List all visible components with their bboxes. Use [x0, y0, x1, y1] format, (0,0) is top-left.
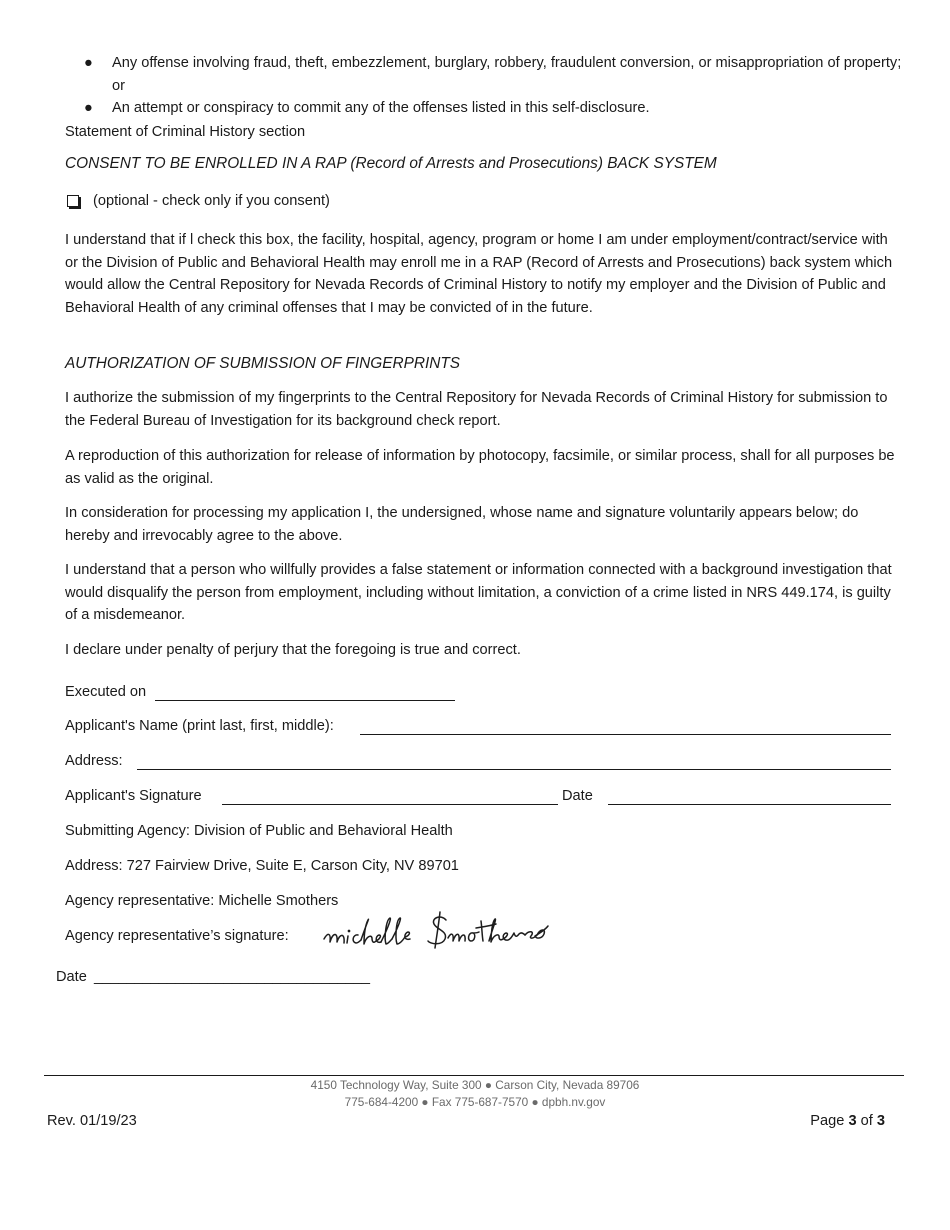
consent-checkbox-row[interactable]: [65, 190, 330, 212]
perjury-declaration: I declare under penalty of perjury that the foregoing is true and correct.: [65, 642, 521, 658]
revision-date: Rev. 01/19/23: [47, 1113, 137, 1129]
bottom-date-field[interactable]: __________________________________: [94, 969, 370, 985]
consideration-paragraph: In consideration for processing my application I, the undersigned, whose name and signature voluntarily appears below; do hereby and irrevocably agree to the above.: [65, 505, 859, 544]
handwritten-signature: [318, 908, 558, 962]
executed-on-field[interactable]: [155, 700, 455, 701]
page-current: 3: [848, 1113, 857, 1129]
consent-checkbox-label: (optional - check only if you consent): [93, 192, 330, 209]
footer-contact-line: 775-684-4200 ● Fax 775-687-7570 ● dpbh.nv.gov: [344, 1095, 606, 1109]
agency-representative-signature-label: Agency representative’s signature:: [65, 928, 289, 944]
applicant-name-label: Applicant's Name (print last, first, middle):: [65, 718, 334, 734]
bullet-item-fraud: [65, 52, 905, 97]
authorization-heading: AUTHORIZATION OF SUBMISSION OF FINGERPRINTS: [65, 355, 461, 372]
applicant-signature-field[interactable]: [222, 804, 558, 805]
section-note: Statement of Criminal History section: [65, 124, 306, 140]
offense-bullet-list: [65, 52, 905, 120]
signature-date-field[interactable]: [608, 804, 891, 805]
page-total: 3: [876, 1113, 885, 1129]
reproduction-paragraph: A reproduction of this authorization for release of information by photocopy, facsimile, or similar process, shall for all purposes be as valid as the original.: [65, 448, 895, 487]
consent-heading: CONSENT TO BE ENROLLED IN A RAP (Record of Arrests and Prosecutions) BACK SYSTEM: [65, 155, 717, 172]
submitting-agency: Submitting Agency: Division of Public and Behavioral Health: [65, 823, 453, 839]
consent-checkbox[interactable]: [67, 195, 79, 207]
bullet-dot-icon: ●: [84, 55, 93, 71]
footer-divider: [44, 1075, 904, 1076]
agency-address: Address: 727 Fairview Drive, Suite E, Carson City, NV 89701: [65, 858, 459, 874]
bullet-text: Any offense involving fraud, theft, embezzlement, burglary, robbery, fraudulent conversion, or misappropriation of property; or: [112, 55, 902, 94]
bullet-dot-icon: ●: [84, 100, 93, 116]
page-of: of: [860, 1113, 873, 1129]
bottom-date-label: Date: [56, 969, 87, 985]
address-field[interactable]: [137, 769, 891, 770]
consent-paragraph: I understand that if l check this box, the facility, hospital, agency, program or home I am under employment/contract/service with or the Division of Public and Behavioral Health may enroll me in a RAP (Record of Arrests and Prosecutions) back system which would allow the Central Repository for Nevada Records of Criminal History to notify my employer and the Division of Public and Behavioral Health of any criminal offenses that I may be convicted of in the future.: [65, 232, 893, 316]
bullet-item-attempt: [65, 97, 905, 120]
agency-representative: Agency representative: Michelle Smothers: [65, 893, 339, 909]
address-label: Address:: [65, 753, 123, 769]
false-statement-paragraph: I understand that a person who willfully provides a false statement or information connected with a background investigation that would disqualify the person from employment, including without limitation, a conviction of a crime listed in NRS 449.174, is guilty of a misdemeanor.: [65, 562, 892, 623]
applicant-signature-label: Applicant's Signature: [65, 788, 202, 804]
fingerprint-authorization-paragraph: I authorize the submission of my fingerprints to the Central Repository for Nevada Records of Criminal History for submission to the Federal Bureau of Investigation for its background check report.: [65, 390, 888, 429]
executed-on-label: Executed on: [65, 684, 147, 700]
page-prefix: Page: [810, 1113, 845, 1129]
signature-date-label: Date: [562, 788, 593, 804]
bullet-text: An attempt or conspiracy to commit any of the offenses listed in this self-disclosure.: [112, 100, 650, 116]
applicant-name-field[interactable]: [360, 734, 891, 735]
footer-address-line: 4150 Technology Way, Suite 300 ● Carson City, Nevada 89706: [310, 1078, 640, 1092]
page-number: [810, 1110, 885, 1133]
